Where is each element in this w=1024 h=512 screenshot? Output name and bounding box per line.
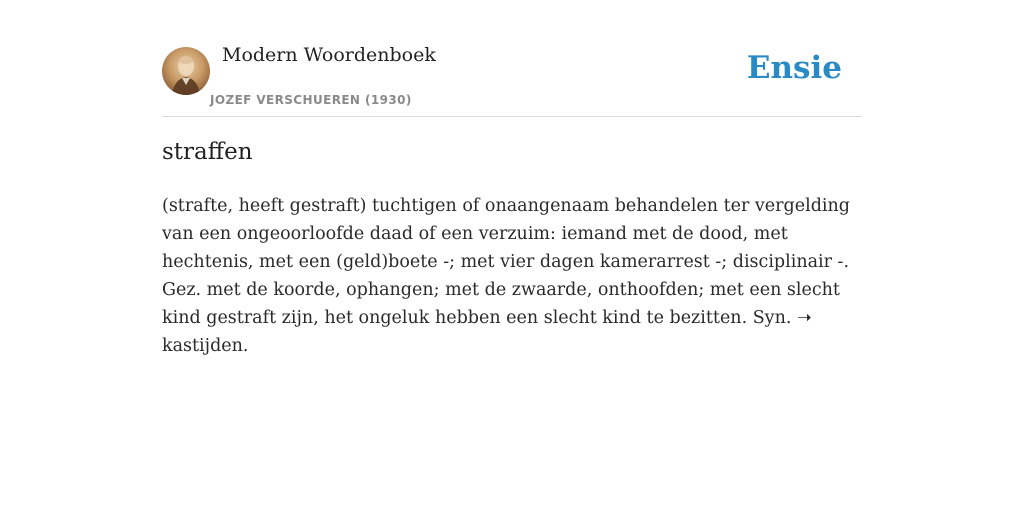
author-name: JOZEF VERSCHUEREN (1930) (210, 93, 412, 107)
entry-definition: (strafte, heeft gestraft) tuchtigen of onaangenaam behandelen ter vergelding van een ongeoorloofde daad of een verzuim: iemand met de dood, met hechtenis, met een (geld)boete -; met vier dagen kamerarrest -; disciplinair -. Gez. met de koorde, ophangen; met de zwaarde, onthoofden; met een slecht kind gestraft zijn, het ongeluk hebben een slecht kind te bezitten. Syn. ➝ kastijden. (162, 196, 850, 356)
author-portrait-icon (162, 47, 210, 95)
dictionary-title[interactable]: Modern Woordenboek (222, 44, 436, 66)
entry-headword: straffen (162, 139, 253, 165)
entry-page (162, 0, 862, 356)
dictionary-header (162, 0, 862, 117)
author-avatar[interactable] (162, 47, 210, 95)
brand-logo[interactable]: Ensie (746, 50, 842, 86)
